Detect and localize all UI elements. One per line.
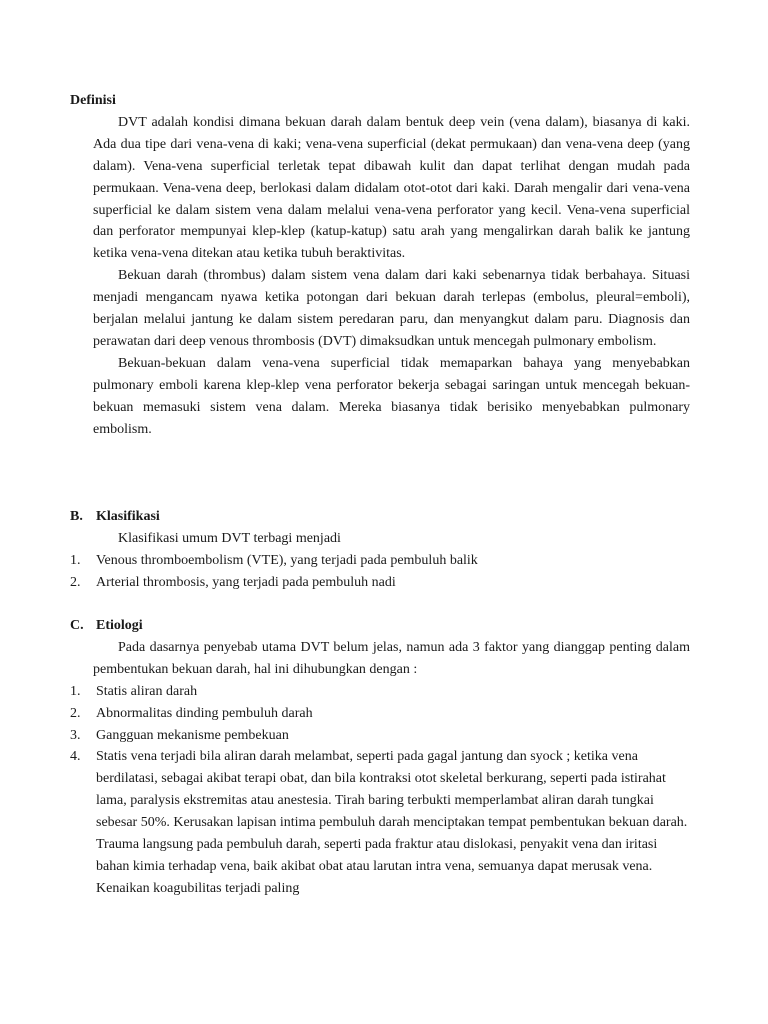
section-klasifikasi (70, 506, 690, 594)
list-item (70, 681, 690, 703)
section-number: B. (70, 509, 83, 524)
section-title: Etiologi (96, 618, 143, 633)
list-item-number: 2. (70, 574, 81, 590)
list-item (70, 550, 690, 572)
list-item (70, 703, 690, 725)
list-item-text: Venous thromboembolism (VTE), yang terjadi pada pembuluh balik (96, 552, 478, 568)
definisi-paragraph: Bekuan darah (thrombus) dalam sistem vena dalam dari kaki sebenarnya tidak berbahaya. Situasi menjadi mengancam nyawa ketika potongan dari bekuan darah terlepas (embolus, pleural=emboli), berjalan melalui jantung ke dalam sistem peredaran paru, dan menyangkut dalam paru. Diagnosis dan perawatan dari deep venous thrombosis (DVT) dimaksudkan untuk mencegah pulmonary embolism. (93, 268, 690, 349)
definisi-paragraph: DVT adalah kondisi dimana bekuan darah dalam bentuk deep vein (vena dalam), biasanya di kaki. Ada dua tipe dari vena-vena di kaki; vena-vena superficial (dekat permukaan) dan vena-vena deep (yang dalam). Vena-vena superficial terletak tepat dibawah kulit dan dapat terlihat dengan mudah pada permukaan. Vena-vena deep, berlokasi dalam didalam otot-otot dari kaki. Darah mengalir dari vena-vena superficial ke dalam sistem vena dalam melalui vena-vena perforator yang kecil. Vena-vena superficial dan perforator mempunyai klep-klep (katup-katup) satu arah yang mengalirkan darah balik ke jantung ketika vena-vena ditekan atau ketika tubuh beraktivitas. (93, 114, 690, 262)
section-number: C. (70, 618, 84, 633)
section-etiologi (70, 615, 690, 900)
section-heading-definisi: Definisi (70, 93, 116, 108)
list-item-number: 1. (70, 683, 81, 699)
list-item-text: Statis aliran darah (96, 683, 198, 699)
list-item-number: 1. (70, 552, 81, 568)
etiologi-intro: Pada dasarnya penyebab utama DVT belum jelas, namun ada 3 faktor yang dianggap penting dalam pembentukan bekuan darah, hal ini dihubungkan dengan : (93, 639, 690, 677)
list-item (70, 725, 690, 747)
klasifikasi-list (70, 550, 690, 594)
list-item-text: Arterial thrombosis, yang terjadi pada pembuluh nadi (96, 574, 396, 590)
list-item-text: Gangguan mekanisme pembekuan (96, 727, 289, 743)
definisi-paragraph: Bekuan-bekuan dalam vena-vena superficial tidak memaparkan bahaya yang menyebabkan pulmonary emboli karena klep-klep vena perforator bekerja sebagai saringan untuk mencegah bekuan-bekuan memasuki sistem vena dalam. Mereka biasanya tidak berisiko menyebabkan pulmonary embolism. (93, 355, 690, 437)
list-item-text: Statis vena terjadi bila aliran darah melambat, seperti pada gagal jantung dan syock ; ketika vena berdilatasi, sebagai akibat terapi obat, dan bila kontraksi otot skeletal berkurang, seperti pada istirahat lama, paralysis ekstremitas atau anestesia. Tirah baring terbukti memperlambat aliran darah tungkai sebesar 50%. Kerusakan lapisan intima pembuluh darah menciptakan tempat pembentukan bekuan darah. Trauma langsung pada pembuluh darah, seperti pada fraktur atau dislokasi, penyakit vena dan iritasi bahan kimia terhadap vena, baik akibat obat atau larutan intra vena, semuanya dapat merusak vena. Kenaikan koagubilitas terjadi paling (96, 749, 688, 896)
list-item-number: 3. (70, 727, 81, 743)
list-item-text: Abnormalitas dinding pembuluh darah (96, 705, 313, 721)
list-item (70, 572, 690, 594)
section-heading-etiologi (70, 615, 690, 637)
klasifikasi-intro: Klasifikasi umum DVT terbagi menjadi (118, 530, 341, 546)
list-item-number: 4. (70, 749, 81, 765)
section-title: Klasifikasi (96, 509, 160, 524)
section-definisi (70, 90, 690, 441)
etiologi-list (70, 681, 690, 900)
section-heading-klasifikasi (70, 506, 690, 528)
list-item (70, 746, 690, 899)
list-item-number: 2. (70, 705, 81, 721)
